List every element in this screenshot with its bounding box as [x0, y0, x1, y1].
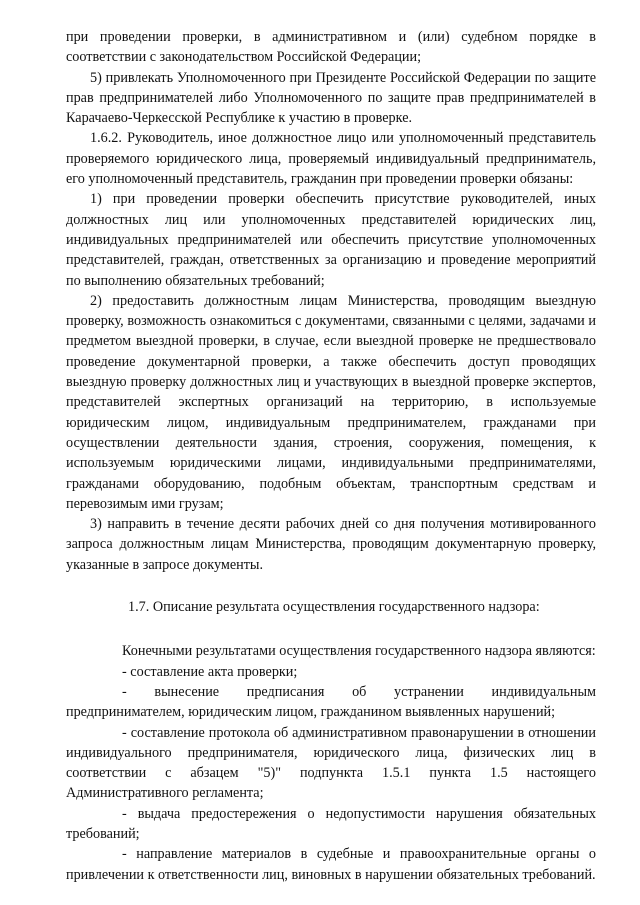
paragraph: 2) предоставить должностным лицам Министерства, проводящим выездную проверку, возможность ознакомиться с документами, связанными с целями, задачами и предметом выездной проверки, в случае, если выездной проверке не предшествовало проведение документарной проверки, а также обеспечить доступ проводящих выездную проверку должностных лиц и участвующих в выездной проверке экспертов, представителей экспертных организаций на территорию, в используемые юридическим лицом, индивидуальным предпринимателем, гражданами при осуществлении деятельности здания, строения, сооружения, помещения, к используемым юридическими лицами, индивидуальными предпринимателями, гражданами оборудованию, подобным объектам, транспортным средствам и перевозимым ими грузам;	[66, 292, 596, 512]
section-heading: 1.7. Описание результата осуществления государственного надзора:	[128, 599, 540, 616]
results-item: - составление акта проверки;	[122, 663, 298, 680]
paragraph: при проведении проверки, в административном и (или) судебном порядке в соответствии с законодательством Российской Федерации;	[66, 29, 596, 66]
results-item: - вынесение предписания об устранении индивидуальным предпринимателем, юридическим лицом, гражданином выявленных нарушений;	[66, 683, 596, 721]
results-intro: Конечными результатами осуществления государственного надзора являются:	[122, 643, 596, 660]
paragraph: 3) направить в течение десяти рабочих дней со дня получения мотивированного запроса должностным лицам Министерства, проводящим документарную проверку, указанные в запросе документы.	[66, 516, 596, 573]
paragraph: 1.6.2. Руководитель, иное должностное лицо или уполномоченный представитель проверяемого юридического лица, проверяемый индивидуальный предприниматель, его уполномоченный представитель, гражданин при проведении проверки обязаны:	[66, 130, 596, 188]
paragraph: 5) привлекать Уполномоченного при Президенте Российской Федерации по защите прав предпринимателей либо Уполномоченного по защите прав предпринимателей в Карачаево-Черкесской Республике к участию в проверке.	[66, 69, 596, 127]
paragraph: 1) при проведении проверки обеспечить присутствие руководителей, иных должностных лиц или уполномоченных представителей юридических лиц, индивидуальных предпринимателей или обеспечить присутствие уполномоченных представителей, граждан, ответственных за организацию и проведение мероприятий по выполнению обязательных требований;	[66, 191, 596, 289]
results-item: - составление протокола об административном правонарушении в отношении индивидуального предпринимателя, юридического лица, физических лиц в соответствии с абзацем "5)" подпункта 1.5.1 пункта 1.5 настоящего Административного регламента;	[66, 724, 596, 802]
results-item: - выдача предостережения о недопустимости нарушения обязательных требований;	[66, 805, 596, 842]
document-body	[66, 27, 596, 885]
results-item: - направление материалов в судебные и правоохранительные органы о привлечении к ответственности лиц, виновных в нарушении обязательных требований.	[66, 846, 596, 883]
